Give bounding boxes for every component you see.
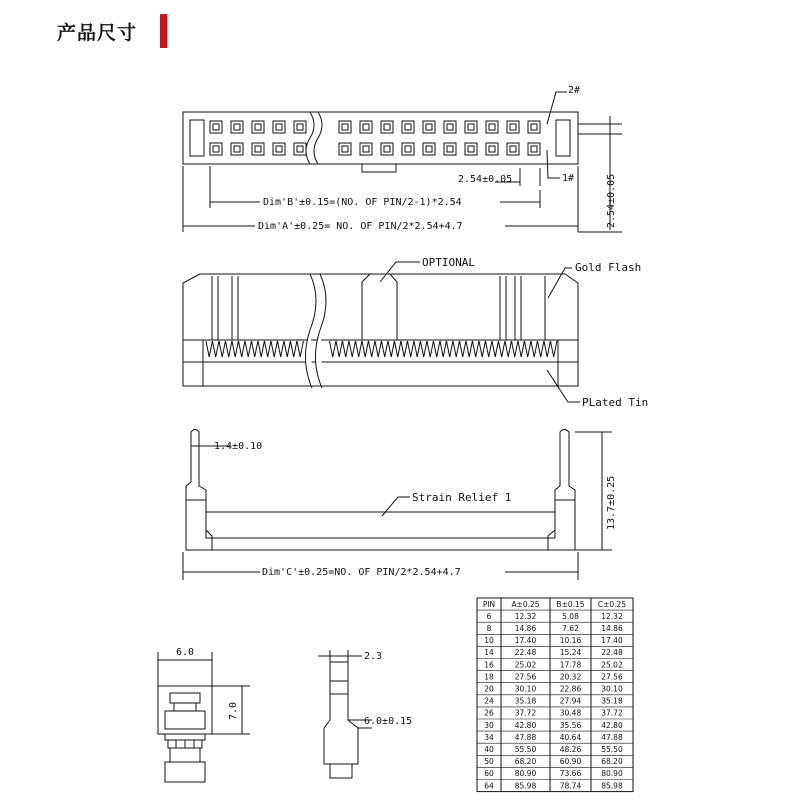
table-cell: 42.80 [601,720,623,730]
pin-contact [210,143,222,155]
contact-tooth [297,341,303,357]
table-cell: 55.50 [514,745,537,754]
table-cell: 37.72 [601,708,623,718]
contact-tooth [343,341,349,357]
table-cell: 10.16 [559,636,582,646]
table-cell: 35.18 [514,696,537,706]
table-cell: 27.56 [601,672,623,682]
table-cell: 30.48 [559,708,582,718]
pin-contact [465,143,477,155]
pin-contact [294,143,306,155]
contact-tooth [525,341,531,357]
table-cell: 40 [484,745,494,754]
profile-top-label: 2.3 [364,651,383,662]
contact-tooth [505,341,511,357]
table-header-cell: PIN [482,599,496,609]
table-cell: 17.78 [559,660,582,670]
pin-contact [465,121,477,133]
contact-tooth [427,341,433,357]
contact-tooth [512,341,518,357]
table-cell: 17.40 [514,636,537,646]
contact-tooth [479,341,485,357]
dim-a-label: Dim'A'±0.25= NO. OF PIN/2*2.54+4.7 [258,221,463,232]
table-cell: 12.32 [514,611,537,621]
contact-tooth [284,341,290,357]
page-title: 产品尺寸 [57,22,138,44]
table-cell: 47.88 [601,732,623,742]
side-view [183,430,612,581]
contact-tooth [473,341,479,357]
contact-tooth [239,341,245,357]
table-cell: 34 [484,732,494,742]
table-cell: 85.98 [514,781,537,791]
contact-tooth [486,341,492,357]
gold-flash-label: Gold Flash [575,261,642,274]
table-cell: 78.74 [559,781,582,791]
optional-label: OPTIONAL [422,256,475,269]
table-cell: 37.72 [514,708,537,718]
pin-contact [528,143,540,155]
table-cell: 27.56 [514,672,537,682]
table-cell: 80.90 [514,769,537,779]
pin-contact [402,143,414,155]
contact-tooth [330,341,336,357]
contact-tooth [291,341,297,357]
table-cell: 22.86 [559,684,582,694]
pin-contact [423,121,435,133]
contact-tooth [226,341,232,357]
contact-tooth [551,341,557,357]
pin-contact [360,143,372,155]
contact-tooth [440,341,446,357]
height-label: 13.7±0.25 [606,475,617,530]
table-cell: 27.94 [559,696,582,706]
table-cell: 30.10 [601,684,623,694]
table-cell: 5.08 [562,611,579,621]
pin-contact [339,121,351,133]
pin-contact [402,121,414,133]
pin-contact [507,121,519,133]
table-cell: 8 [486,624,492,633]
table-cell: 42.80 [514,720,537,730]
pin-contact [273,143,285,155]
contact-tooth [447,341,453,357]
table-cell: 14 [484,648,494,658]
contact-tooth [213,341,219,357]
contact-tooth [544,341,550,357]
table-cell: 6 [486,611,492,621]
contact-tooth [362,341,368,357]
contact-tooth [388,341,394,357]
pin-contact [507,143,519,155]
table-cell: 17.40 [601,636,623,646]
front-view [183,262,580,402]
contact-tooth [401,341,407,357]
table-cell: 64 [484,781,494,791]
table-cell: 18 [484,672,494,682]
dim-b-label: Dim'B'±0.15=(NO. OF PIN/2-1)*2.54 [263,197,462,208]
contact-tooth [421,341,427,357]
contact-tooth [265,341,271,357]
table-cell: 73.66 [559,769,582,779]
pitch-vertical-label: 2.54±0.05 [606,173,617,228]
table-cell: 35.18 [601,696,623,706]
contact-tooth [531,341,537,357]
table-cell: 30 [484,720,494,730]
table-cell: 60.90 [559,757,582,767]
lead-width-label: 1.4±0.10 [214,441,263,452]
pin-contact [381,121,393,133]
table-cell: 20 [484,684,494,694]
pin1-label: 1# [562,173,575,184]
contact-tooth [408,341,414,357]
table-cell: 22.48 [514,648,537,658]
table-cell: 25.02 [514,660,537,670]
contact-tooth [258,341,264,357]
table-cell: 22.48 [601,648,623,658]
end-height-label: 7.0 [228,701,239,720]
pin-contact [381,143,393,155]
table-cell: 12.32 [601,611,623,621]
table-cell: 48.26 [559,745,582,754]
dimension-table [477,598,633,792]
contact-tooth [369,341,375,357]
contact-tooth [252,341,258,357]
table-cell: 7.62 [562,624,579,633]
table-cell: 68.20 [601,757,623,767]
table-cell: 85.98 [601,781,623,791]
table-cell: 10 [484,636,494,646]
pin-contact [486,143,498,155]
pin-contact [252,121,264,133]
contact-tooth [538,341,544,357]
table-cell: 14.86 [601,624,623,633]
pin-contact [210,121,222,133]
contact-tooth [271,341,277,357]
contact-tooth [245,341,251,357]
table-cell: 24 [484,696,494,706]
table-cell: 60 [484,769,494,779]
table-header-cell: B±0.15 [556,599,585,609]
dim-c-label: Dim'C'±0.25=NO. OF PIN/2*2.54+4.7 [262,567,461,578]
contact-tooth [434,341,440,357]
table-cell: 20.32 [559,672,582,682]
top-view [183,92,622,232]
pin-contact [231,121,243,133]
contact-tooth [518,341,524,357]
contact-tooth [395,341,401,357]
pin-contact [423,143,435,155]
pin-contact [294,121,306,133]
pin-contact [273,121,285,133]
table-cell: 68.20 [514,757,537,767]
strain-relief-label: Strain Relief 1 [412,491,512,504]
pin-contact [486,121,498,133]
contact-tooth [278,341,284,357]
pin-contact [231,143,243,155]
contact-tooth [414,341,420,357]
table-cell: 14.86 [514,624,537,633]
contact-tooth [356,341,362,357]
contact-tooth [460,341,466,357]
contact-tooth [499,341,505,357]
pin-contact [360,121,372,133]
table-cell: 80.90 [601,769,623,779]
contact-tooth [232,341,238,357]
plated-tin-label: PLated Tin [582,396,649,409]
end-width-label: 6.0 [176,647,195,658]
table-header-cell: C±0.25 [597,599,627,609]
table-cell: 15.24 [559,648,582,658]
contact-tooth [219,341,225,357]
pitch-label: 2.54±0.05 [458,174,513,185]
table-cell: 30.10 [514,684,537,694]
table-cell: 47.88 [514,732,537,742]
table-cell: 55.50 [601,745,623,754]
pin-contact [444,143,456,155]
contact-tooth [349,341,355,357]
contact-tooth [206,341,212,357]
pin-contact [252,143,264,155]
table-cell: 50 [484,757,494,767]
contact-tooth [492,341,498,357]
table-header-cell: A±0.25 [511,599,540,609]
table-cell: 16 [484,660,494,670]
table-cell: 35.56 [559,720,582,730]
table-cell: 40.64 [559,732,582,742]
pin2-label: 2# [568,85,581,96]
pin-contact [528,121,540,133]
pin-contact [444,121,456,133]
table-cell: 26 [484,708,494,718]
contact-tooth [382,341,388,357]
contact-tooth [453,341,459,357]
pin-contact [339,143,351,155]
contact-tooth [375,341,381,357]
table-cell: 25.02 [601,660,623,670]
profile-body-label: 6.0±0.15 [364,716,413,727]
profile-view [318,650,372,778]
contact-tooth [466,341,472,357]
contact-tooth [336,341,342,357]
